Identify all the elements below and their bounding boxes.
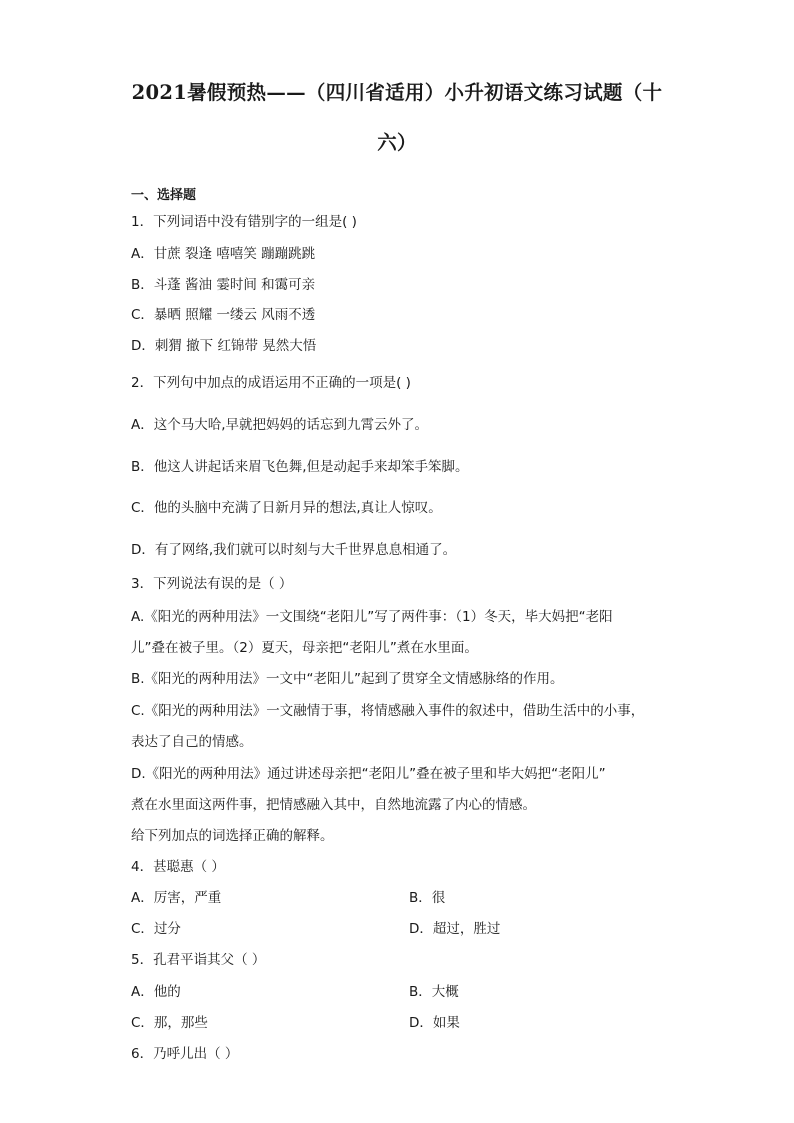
question-3-option-a-line-1: A.《阳光的两种用法》一文围绕“老阳儿”写了两件事：（1）冬天，毕大妈把“老阳 bbox=[131, 609, 613, 625]
question-3-option-b: B.《阳光的两种用法》一文中“老阳儿”起到了贯穿全文情感脉络的作用。 bbox=[131, 671, 564, 687]
question-4-option-a: A．厉害，严重 bbox=[131, 890, 222, 906]
question-3-option-a-line-2: 儿”叠在被子里。（2）夏天，母亲把“老阳儿”煮在水里面。 bbox=[131, 640, 478, 656]
question-3-option-d-line-2: 煮在水里面这两件事，把情感融入其中，自然地流露了内心的情感。 bbox=[131, 797, 536, 813]
question-2-option-a: A．这个马大哈,早就把妈妈的话忘到九霄云外了。 bbox=[131, 417, 429, 433]
question-4-option-b: B．很 bbox=[409, 890, 446, 906]
title-line-2: 六） bbox=[377, 131, 417, 154]
question-6-stem: 6．乃呼儿出（ ） bbox=[131, 1046, 239, 1062]
instruction-text: 给下列加点的词选择正确的解释。 bbox=[131, 828, 334, 844]
question-1-option-c: C．暴晒 照耀 一缕云 风雨不透 bbox=[131, 307, 316, 323]
question-5-option-c: C．那，那些 bbox=[131, 1015, 208, 1031]
question-4-stem: 4．甚聪惠（ ） bbox=[131, 859, 225, 875]
question-1-option-d: D．刺猬 撤下 红锦带 晃然大悟 bbox=[131, 338, 317, 354]
title-line-1: 2021暑假预热——（四川省适用）小升初语文练习试题（十 bbox=[131, 81, 663, 104]
question-4-option-c: C．过分 bbox=[131, 921, 181, 937]
question-3-stem: 3．下列说法有误的是（ ） bbox=[131, 576, 293, 592]
question-5-option-d: D．如果 bbox=[409, 1015, 460, 1031]
question-1-option-a: A．甘蔗 裂逢 嘻嘻笑 蹦蹦跳跳 bbox=[131, 246, 316, 262]
question-2-stem: 2．下列句中加点的成语运用不正确的一项是( ) bbox=[131, 375, 411, 391]
question-3-option-c-line-2: 表达了自己的情感。 bbox=[131, 734, 253, 750]
question-5-option-a: A．他的 bbox=[131, 984, 181, 1000]
question-2-option-b: B．他这人讲起话来眉飞色舞,但是动起手来却笨手笨脚。 bbox=[131, 459, 469, 475]
question-1-stem: 1．下列词语中没有错别字的一组是( ) bbox=[131, 214, 357, 230]
question-5-option-b: B．大概 bbox=[409, 984, 459, 1000]
question-2-option-c: C．他的头脑中充满了日新月异的想法,真让人惊叹。 bbox=[131, 500, 442, 516]
question-3-option-d-line-1: D.《阳光的两种用法》通过讲述母亲把“老阳儿”叠在被子里和毕大妈把“老阳儿” bbox=[131, 766, 606, 782]
question-3-option-c-line-1: C.《阳光的两种用法》一文融情于事，将情感融入事件的叙述中，借助生活中的小事， bbox=[131, 703, 645, 719]
question-1-option-b: B．斗蓬 酱油 霎时间 和霭可亲 bbox=[131, 277, 316, 293]
section-heading: 一、选择题 bbox=[131, 188, 197, 203]
document-title bbox=[100, 68, 694, 168]
question-2-option-d: D．有了网络,我们就可以时刻与大千世界息息相通了。 bbox=[131, 542, 457, 558]
question-5-stem: 5．孔君平诣其父（ ） bbox=[131, 952, 266, 968]
question-4-option-d: D．超过，胜过 bbox=[409, 921, 501, 937]
